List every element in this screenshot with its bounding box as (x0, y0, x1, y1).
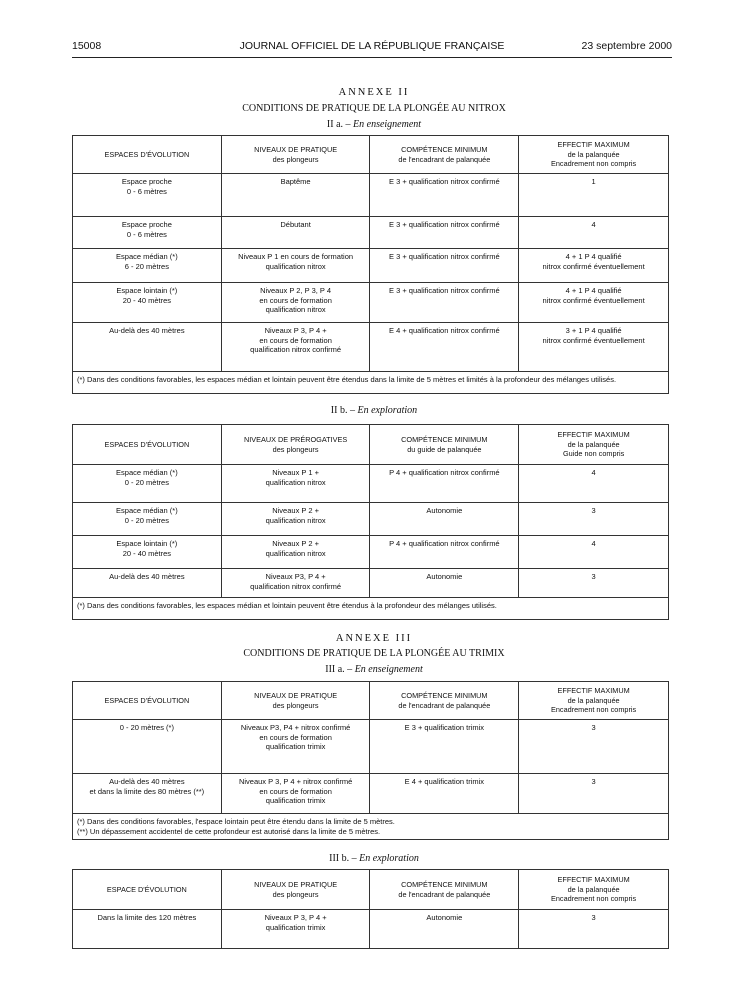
annexe-3-title: ANNEXE III (335, 633, 413, 644)
table-2b-caption (0, 405, 748, 416)
cell-line: E 3 + qualification trimix (404, 723, 485, 732)
table-row (73, 774, 669, 814)
cell-espace (73, 536, 222, 569)
table-2b-label: En exploration (357, 405, 418, 416)
table-footnote (73, 814, 669, 840)
table-3b-label: En exploration (359, 853, 419, 864)
header-rule (72, 57, 672, 58)
cell-line: 0 - 20 mètres (124, 515, 169, 525)
cell-line: qualification trimix (265, 796, 326, 805)
cell-line: qualification nitrox confirmé (250, 345, 342, 354)
cell-line: 1 (591, 177, 596, 186)
cell-line: Niveaux P 3, P 4 + (264, 913, 327, 922)
cell-competence (370, 249, 519, 283)
cell-niveau (221, 569, 370, 598)
cell-line: du guide de palanquée (407, 444, 482, 454)
header-cell-niveau (221, 425, 370, 465)
cell-espace (73, 323, 222, 372)
cell-line: Au-delà des 40 mètres (109, 777, 185, 786)
cell-line: E 3 + qualification nitrox confirmé (388, 177, 500, 186)
table-row (73, 217, 669, 249)
cell-line: Autonomie (426, 572, 463, 581)
cell-effectif (519, 323, 669, 372)
cell-line: NIVEAUX DE PRATIQUE (254, 880, 338, 889)
cell-effectif (519, 503, 669, 536)
cell-line: 3 (591, 572, 596, 581)
cell-line: EFFECTIF MAXIMUM (557, 430, 630, 440)
header-cell-competence (370, 682, 519, 720)
cell-competence (370, 283, 519, 323)
cell-line: 4 + 1 P 4 qualifié (565, 286, 622, 295)
cell-line: qualification nitrox (265, 548, 326, 558)
cell-line: 4 (591, 220, 596, 229)
annexe-2-title: ANNEXE II (338, 87, 410, 98)
cell-effectif (519, 249, 669, 283)
cell-line: Niveaux P 2, P 3, P 4 (260, 286, 332, 295)
cell-line: en cours de formation (259, 295, 332, 305)
table-row (73, 536, 669, 569)
cell-line: Niveaux P 1 en cours de formation (238, 252, 354, 261)
cell-niveau (221, 283, 370, 323)
cell-line: Niveaux P3, P4 + nitrox confirmé (240, 723, 351, 732)
cell-niveau (221, 720, 370, 774)
cell-niveau (221, 503, 370, 536)
table-row (73, 283, 669, 323)
table-header-row (73, 870, 669, 910)
cell-espace (73, 910, 222, 949)
cell-effectif (519, 910, 669, 949)
table-row (73, 249, 669, 283)
cell-line: 0 - 6 mètres (126, 229, 167, 239)
annexe-3-subtitle: CONDITIONS DE PRATIQUE DE LA PLONGÉE AU TRIMIX (243, 648, 505, 659)
cell-effectif (519, 174, 669, 217)
cell-line: P 4 + qualification nitrox confirmé (389, 468, 500, 477)
cell-line: Niveaux P3, P 4 + (265, 572, 326, 581)
table-row (73, 569, 669, 598)
table-row (73, 323, 669, 372)
cell-line: ESPACES D'ÉVOLUTION (104, 149, 190, 159)
cell-competence (370, 465, 519, 503)
cell-line: Niveaux P 2 + (272, 539, 319, 548)
cell-line: EFFECTIF MAXIMUM (557, 686, 630, 696)
table-2a-label: En enseignement (353, 119, 422, 130)
cell-line: COMPÉTENCE MINIMUM (401, 435, 488, 444)
header-cell-espace (73, 136, 222, 174)
cell-espace (73, 720, 222, 774)
cell-line: ESPACE D'ÉVOLUTION (106, 884, 187, 894)
cell-line: EFFECTIF MAXIMUM (557, 140, 630, 150)
cell-competence (370, 720, 519, 774)
table-note-row (73, 372, 669, 394)
table-row (73, 503, 669, 536)
cell-line: 3 (591, 723, 596, 732)
journal-title: JOURNAL OFFICIEL DE LA RÉPUBLIQUE FRANÇAISE (239, 40, 505, 52)
cell-line: Espace médian (*) (116, 468, 178, 477)
cell-effectif (519, 536, 669, 569)
cell-espace (73, 774, 222, 814)
cell-niveau (221, 323, 370, 372)
publication-date: 23 septembre 2000 (581, 40, 672, 52)
header-cell-competence (370, 136, 519, 174)
cell-line: 4 (591, 468, 596, 477)
cell-niveau (221, 249, 370, 283)
cell-line: 4 + 1 P 4 qualifié (565, 252, 622, 261)
cell-line: E 4 + qualification trimix (404, 777, 485, 786)
cell-line: NIVEAUX DE PRATIQUE (254, 691, 338, 700)
cell-niveau (221, 465, 370, 503)
cell-line: Au-delà des 40 mètres (109, 572, 185, 581)
cell-line: de la palanquée (567, 149, 620, 159)
table-3b (72, 869, 669, 949)
cell-line: E 3 + qualification nitrox confirmé (388, 252, 500, 261)
cell-line: Espace proche (121, 220, 172, 229)
table-footnote (73, 372, 669, 394)
cell-espace (73, 569, 222, 598)
cell-line: Espace médian (*) (116, 506, 178, 515)
table-3b-prefix: III b. – (329, 853, 357, 864)
cell-line: E 3 + qualification nitrox confirmé (388, 286, 500, 295)
cell-niveau (221, 174, 370, 217)
cell-line: Espace lointain (*) (116, 539, 178, 548)
cell-competence (370, 536, 519, 569)
cell-effectif (519, 465, 669, 503)
cell-line: qualification nitrox (265, 515, 326, 525)
page-header (72, 40, 672, 54)
cell-competence (370, 774, 519, 814)
cell-line: NIVEAUX DE PRÉROGATIVES (243, 435, 348, 444)
cell-line: qualification nitrox (265, 305, 326, 314)
cell-competence (370, 910, 519, 949)
cell-line: E 4 + qualification nitrox confirmé (388, 326, 500, 335)
cell-line: de la palanquée (567, 884, 620, 894)
cell-espace (73, 217, 222, 249)
table-header-row (73, 136, 669, 174)
cell-line: qualification nitrox (265, 477, 326, 487)
cell-line: des plongeurs (272, 889, 319, 899)
cell-line: Encadrement non compris (551, 894, 637, 904)
cell-line: Baptême (280, 177, 311, 186)
header-cell-espace (73, 425, 222, 465)
table-3a-prefix: III a. – (325, 664, 353, 675)
cell-competence (370, 174, 519, 217)
cell-line: Encadrement non compris (551, 159, 637, 169)
header-cell-effectif (519, 870, 669, 910)
header-cell-effectif (519, 136, 669, 174)
cell-line: de l'encadrant de palanquée (398, 154, 491, 164)
cell-line: 3 (591, 506, 596, 515)
cell-effectif (519, 569, 669, 598)
cell-line: nitrox confirmé éventuellement (542, 261, 645, 271)
footnote-line: (*) Dans des conditions favorables, les espaces médian et lointain peuvent être étendus dans la limite de 5 mètres et limités à la profondeur des mélanges utilisés. (77, 375, 617, 384)
cell-niveau (221, 910, 370, 949)
cell-line: en cours de formation (259, 786, 332, 796)
cell-line: ESPACES D'ÉVOLUTION (104, 695, 190, 705)
table-row (73, 720, 669, 774)
cell-line: 6 - 20 mètres (124, 261, 169, 271)
header-cell-niveau (221, 870, 370, 910)
table-header-row (73, 682, 669, 720)
table-note-row (73, 814, 669, 840)
cell-line: EFFECTIF MAXIMUM (557, 875, 630, 885)
cell-line: Niveaux P 2 + (272, 506, 319, 515)
cell-line: qualification trimix (265, 742, 326, 751)
cell-line: de la palanquée (567, 695, 620, 705)
cell-espace (73, 283, 222, 323)
cell-line: Dans la limite des 120 mètres (97, 913, 197, 922)
header-cell-competence (370, 425, 519, 465)
cell-espace (73, 249, 222, 283)
cell-line: COMPÉTENCE MINIMUM (401, 880, 488, 889)
cell-line: et dans la limite des 80 mètres (**) (89, 786, 205, 796)
cell-line: Guide non compris (562, 449, 625, 459)
header-cell-effectif (519, 682, 669, 720)
cell-line: qualification nitrox (265, 261, 326, 271)
cell-line: 3 (591, 777, 596, 786)
cell-line: Autonomie (426, 506, 463, 515)
cell-line: Espace médian (*) (116, 252, 178, 261)
cell-line: nitrox confirmé éventuellement (542, 335, 645, 345)
table-2a (72, 135, 669, 394)
cell-line: Espace lointain (*) (116, 286, 178, 295)
footnote-line: (**) Un dépassement accidentel de cette profondeur est autorisé dans la limite de 5 mètres. (77, 826, 381, 836)
cell-line: 0 - 20 mètres (124, 477, 169, 487)
cell-espace (73, 465, 222, 503)
cell-line: de l'encadrant de palanquée (398, 889, 491, 899)
footnote-line: (*) Dans des conditions favorables, les espaces médian et lointain peuvent être étendus à la profondeur des mélanges utilisés. (77, 601, 497, 610)
table-header-row (73, 425, 669, 465)
cell-competence (370, 217, 519, 249)
cell-niveau (221, 217, 370, 249)
table-row (73, 465, 669, 503)
header-cell-espace (73, 682, 222, 720)
cell-line: qualification nitrox confirmé (250, 581, 342, 591)
cell-line: des plongeurs (272, 154, 319, 164)
cell-line: 4 (591, 539, 596, 548)
table-3a-caption (0, 664, 748, 675)
cell-effectif (519, 774, 669, 814)
cell-line: Espace proche (121, 177, 172, 186)
cell-competence (370, 323, 519, 372)
footnote-line: (*) Dans des conditions favorables, l'espace lointain peut être étendu dans la limite de 5 mètres. (77, 817, 395, 826)
cell-line: Niveaux P 3, P 4 + nitrox confirmé (238, 777, 353, 786)
cell-line: E 3 + qualification nitrox confirmé (388, 220, 500, 229)
cell-effectif (519, 217, 669, 249)
cell-niveau (221, 774, 370, 814)
header-cell-espace (73, 870, 222, 910)
cell-line: de l'encadrant de palanquée (398, 700, 491, 710)
header-cell-niveau (221, 682, 370, 720)
table-3b-caption (0, 853, 748, 864)
cell-line: P 4 + qualification nitrox confirmé (389, 539, 500, 548)
cell-line: 20 - 40 mètres (122, 548, 172, 558)
header-cell-competence (370, 870, 519, 910)
cell-line: Autonomie (426, 913, 463, 922)
header-cell-niveau (221, 136, 370, 174)
page-number: 15008 (72, 40, 102, 52)
cell-line: 0 - 6 mètres (126, 186, 167, 196)
cell-line: 3 (591, 913, 596, 922)
annexe-2-subtitle: CONDITIONS DE PRATIQUE DE LA PLONGÉE AU NITROX (242, 103, 506, 114)
cell-competence (370, 503, 519, 536)
cell-line: COMPÉTENCE MINIMUM (401, 145, 488, 154)
cell-line: COMPÉTENCE MINIMUM (401, 691, 488, 700)
cell-line: 0 - 20 mètres (*) (119, 723, 174, 732)
header-cell-effectif (519, 425, 669, 465)
table-3a (72, 681, 669, 840)
cell-line: ESPACES D'ÉVOLUTION (104, 439, 190, 449)
cell-line: Niveaux P 1 + (272, 468, 319, 477)
cell-line: 3 + 1 P 4 qualifié (565, 326, 622, 335)
cell-espace (73, 503, 222, 536)
cell-line: qualification trimix (265, 922, 326, 932)
cell-niveau (221, 536, 370, 569)
cell-effectif (519, 283, 669, 323)
table-note-row (73, 598, 669, 620)
table-2b-prefix: II b. – (330, 405, 355, 416)
cell-line: Débutant (280, 220, 311, 229)
cell-line: 20 - 40 mètres (122, 295, 172, 305)
cell-line: Encadrement non compris (551, 705, 637, 715)
cell-competence (370, 569, 519, 598)
table-3a-label: En enseignement (354, 664, 423, 675)
table-row (73, 174, 669, 217)
table-2b (72, 424, 669, 620)
cell-line: de la palanquée (567, 439, 620, 449)
cell-line: des plongeurs (272, 700, 319, 710)
cell-line: nitrox confirmé éventuellement (542, 295, 645, 305)
cell-line: Au-delà des 40 mètres (109, 326, 185, 335)
cell-line: Niveaux P 3, P 4 + (264, 326, 327, 335)
table-2a-prefix: II a. – (326, 119, 351, 130)
table-2a-caption (0, 119, 748, 130)
cell-line: en cours de formation (259, 335, 332, 345)
cell-effectif (519, 720, 669, 774)
table-footnote (73, 598, 669, 620)
table-row (73, 910, 669, 949)
cell-espace (73, 174, 222, 217)
cell-line: en cours de formation (259, 732, 332, 742)
cell-line: des plongeurs (272, 444, 319, 454)
cell-line: NIVEAUX DE PRATIQUE (254, 145, 338, 154)
